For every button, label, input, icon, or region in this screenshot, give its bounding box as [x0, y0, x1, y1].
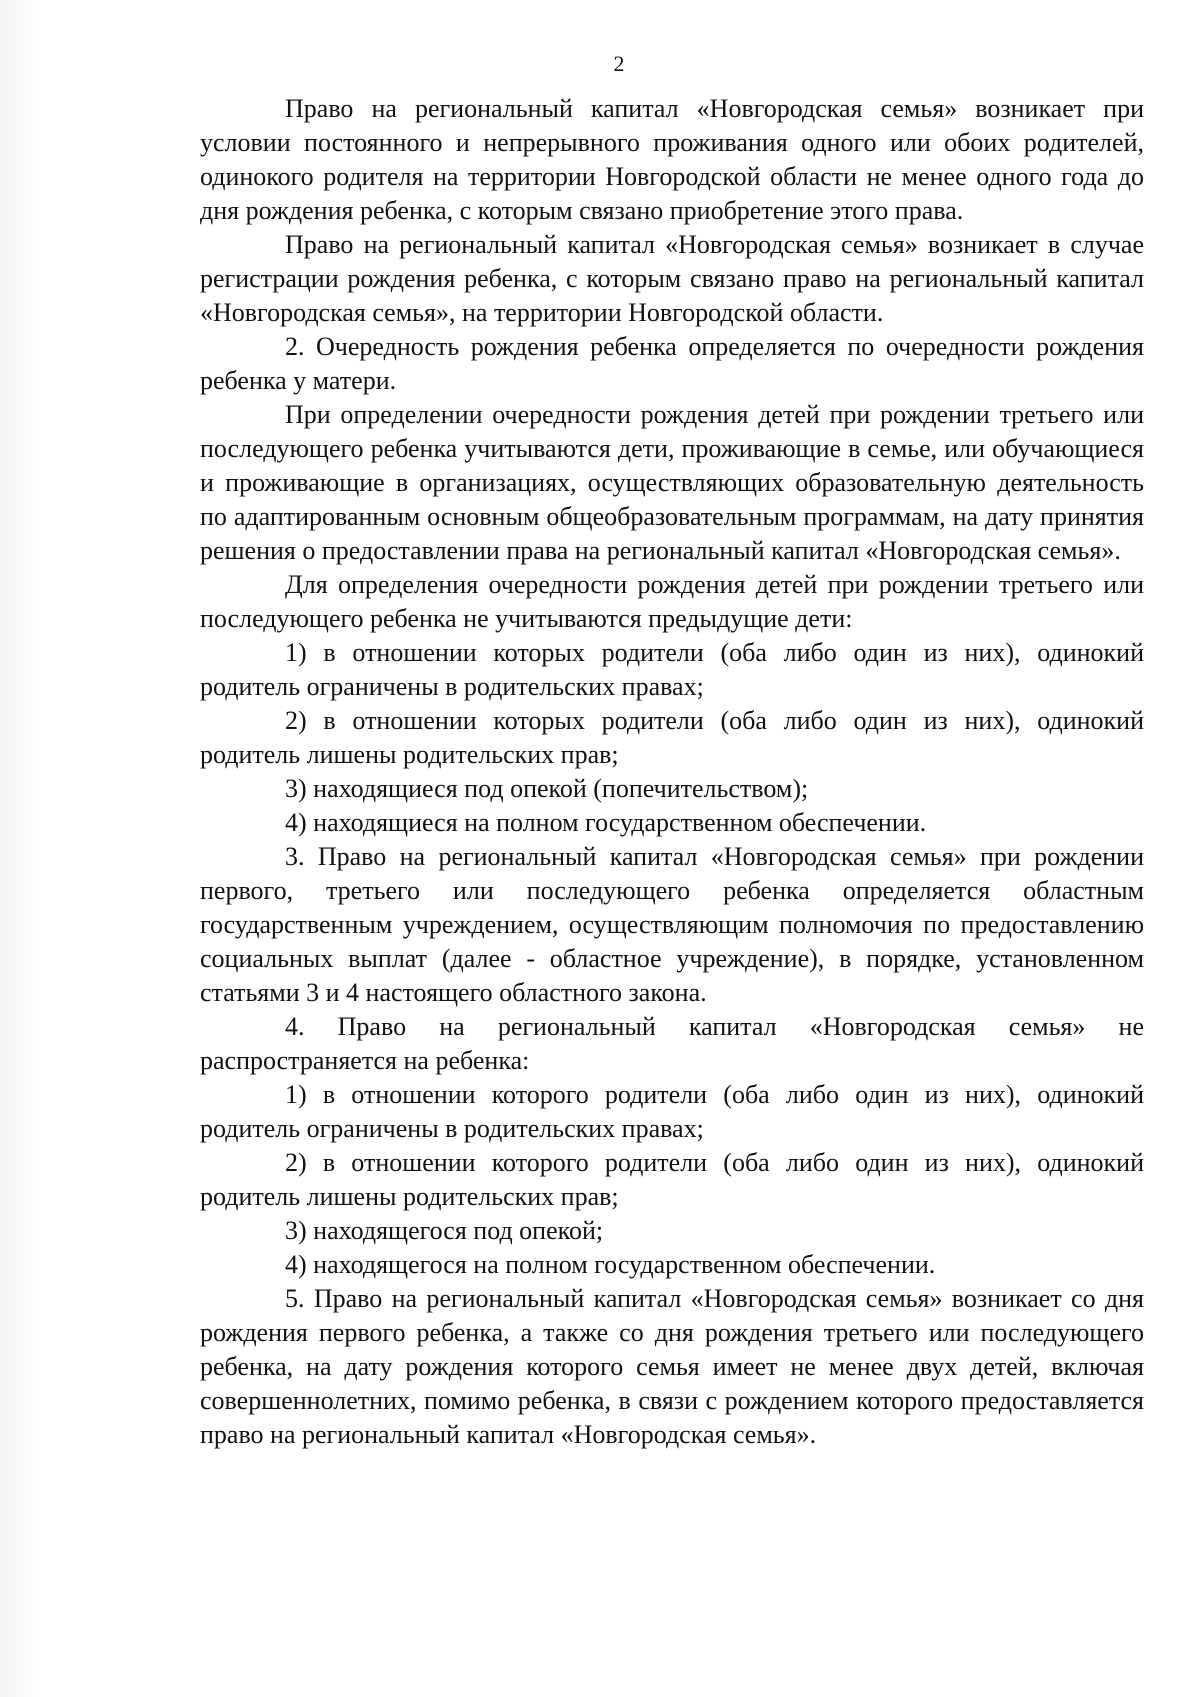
list-item: 2) в отношении которого родители (оба либо один из них), одинокий родитель лишены родительских прав; [200, 1148, 1144, 1211]
list-item: 3) находящиеся под опекой (попечительством); [285, 774, 809, 803]
paragraph: 4. Право на региональный капитал «Новгородская семья» не распространяется на ребенка: [200, 1012, 1144, 1075]
list-item: 1) в отношении которого родители (оба либо один из них), одинокий родитель ограничены в родительских правах; [200, 1080, 1144, 1143]
paragraph: При определении очередности рождения детей при рождении третьего или последующего ребенка учитываются дети, проживающие в семье, или обучающиеся и проживающие в организациях, осуществляющих образовательную деятельность по адаптированным основным общеобразовательным программам, на дату принятия решения о предоставлении права на региональный капитал «Новгородская семья». [200, 400, 1144, 565]
list-item: 1) в отношении которых родители (оба либо один из них), одинокий родитель ограничены в родительских правах; [200, 638, 1144, 701]
paragraph: Право на региональный капитал «Новгородская семья» возникает в случае регистрации рождения ребенка, с которым связано право на региональный капитал «Новгородская семья», на территории Новгородской области. [200, 230, 1144, 327]
scan-edge-shadow [0, 0, 40, 1697]
paragraph: 3. Право на региональный капитал «Новгородская семья» при рождении первого, третьего или последующего ребенка определяется областным государственным учреждением, осуществляющим полномочия по предоставлению социальных выплат (далее - областное учреждение), в порядке, установленном статьями 3 и 4 настоящего областного закона. [200, 842, 1144, 1007]
list-item: 2) в отношении которых родители (оба либо один из них), одинокий родитель лишены родительских прав; [200, 706, 1144, 769]
list-item: 4) находящегося на полном государственном обеспечении. [285, 1250, 936, 1279]
paragraph: Право на региональный капитал «Новгородская семья» возникает при условии постоянного и непрерывного проживания одного или обоих родителей, одинокого родителя на территории Новгородской области не менее одного года до дня рождения ребенка, с которым связано приобретение этого права. [200, 94, 1144, 225]
list-item: 4) находящиеся на полном государственном обеспечении. [285, 808, 927, 837]
paragraph: Для определения очередности рождения детей при рождении третьего или последующего ребенка не учитываются предыдущие дети: [200, 570, 1144, 633]
list-item: 3) находящегося под опекой; [285, 1216, 604, 1245]
paragraph: 2. Очередность рождения ребенка определяется по очередности рождения ребенка у матери. [200, 332, 1144, 395]
paragraph: 5. Право на региональный капитал «Новгородская семья» возникает со дня рождения первого ребенка, а также со дня рождения третьего или последующего ребенка, на дату рождения которого семья имеет не менее двух детей, включая совершеннолетних, помимо ребенка, в связи с рождением которого предоставляется право на региональный капитал «Новгородская семья». [200, 1284, 1144, 1449]
document-body [200, 92, 1144, 1452]
page-number: 2 [613, 51, 625, 76]
